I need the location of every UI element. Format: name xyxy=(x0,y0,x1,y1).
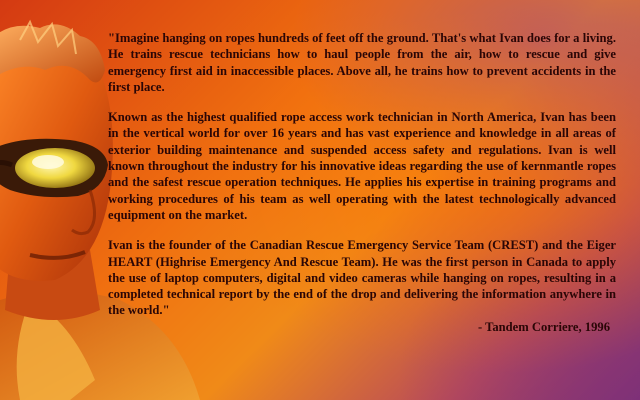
quote-text-block xyxy=(108,30,616,335)
sunglasses-icon xyxy=(0,139,108,197)
quote-paragraph-3: Ivan is the founder of the Canadian Rescue Emergency Service Team (CREST) and the Eiger HEART (Highrise Emergency And Rescue Team). He was the first person in Canada to apply the use of laptop computers, digital and video cameras while hanging on ropes, resulting in a completed technical report by the end of the drop and delivering the information anywhere in the world." xyxy=(108,238,616,318)
quote-paragraph-1: "Imagine hanging on ropes hundreds of feet off the ground. That's what Ivan does for a living. He trains rescue technicians how to haul people from the air, how to rescue and give emergency first aid in inaccessible places. Above all, he trains how to prevent accidents in the first place. xyxy=(108,31,616,94)
quote-paragraph-2: Known as the highest qualified rope access work technician in North America, Ivan has been in the vertical world for over 16 years and has vast experience and knowledge in all areas of exterior building maintenance and suspended access safety and regulations. Ivan is well known throughout the industry for his innovative ideas regarding the use of kernmantle ropes and the safest rescue operation techniques. He applies his expertise in training programs and working procedures of his team as well operating with the latest technologically advanced equipment on the market. xyxy=(108,110,616,222)
quote-attribution: - Tandem Corriere, 1996 xyxy=(478,319,610,334)
